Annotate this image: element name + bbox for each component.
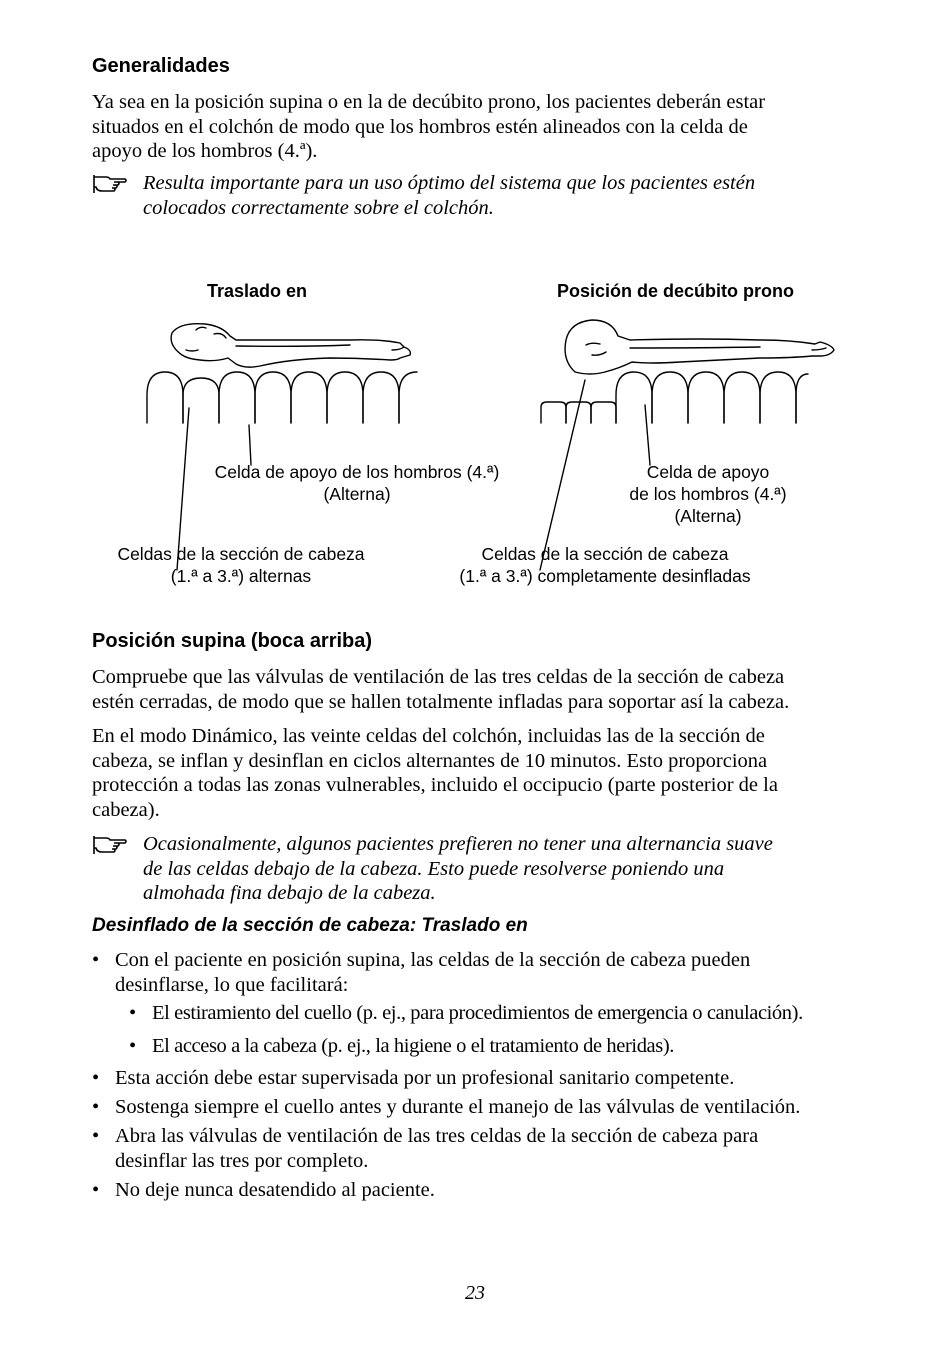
bullet-marker: • [129,1002,136,1024]
figure-title-right: Posición de decúbito prono [557,281,795,301]
bullet-marker: • [92,1096,100,1118]
text-line: desinflar las tres por completo. [115,1149,369,1172]
list-item [129,1034,872,1059]
text-line: estén cerradas, de modo que se hallen totalmente infladas para soportar así la cabeza. [92,690,790,713]
leader-line-right-head [540,380,585,570]
label-right-head-cells [430,543,780,587]
list-item [92,1066,872,1091]
bullet-marker: • [92,1178,100,1201]
list-item [129,1001,872,1026]
list-item [92,1095,872,1120]
bullet-marker: • [129,1034,136,1057]
text-line: Ocasionalmente, algunos pacientes prefieren no tener una alternancia suave [143,833,773,855]
prone-patient-drawing [565,320,834,374]
text-line: Con el paciente en posición supina, las celdas de la sección de cabeza pueden [115,949,751,971]
bullet-marker: • [92,949,100,971]
text-line: Abra las válvulas de ventilación de las tres celdas de la sección de cabeza para [115,1125,759,1147]
text-line: desinflarse, lo que facilitará: [115,973,349,996]
text-line: (Alterna) [674,506,742,526]
text-line: Celda de apoyo [646,462,770,482]
list-item [92,948,872,1058]
bullet-marker: • [92,1125,100,1147]
text-line: Resulta importante para un uso óptimo del sistema que los pacientes estén [143,172,756,194]
text-line: Celdas de la sección de cabeza [481,544,729,564]
paragraph-valvulas [92,665,862,714]
label-left-head-cells [95,543,387,587]
text-line: El estiramiento del cuello (p. ej., para procedimientos de emergencia o canulación). [152,1002,803,1024]
page-number: 23 [465,1282,485,1304]
text-line: Celda de apoyo de los hombros (4.ª) [214,462,500,482]
bullet-marker: • [92,1067,100,1089]
text-line: En el modo Dinámico, las veinte celdas del colchón, incluidas las de la sección de [92,725,765,747]
figure-title-left: Traslado en [207,281,308,301]
supine-patient-drawing [171,324,410,367]
heading-desinflado: Desinflado de la sección de cabeza: Traslado en [92,915,528,936]
list-item [92,1124,872,1173]
text-line: Compruebe que las válvulas de ventilación de las tres celdas de la sección de cabeza [92,666,785,688]
text-line: No deje nunca desatendido al paciente. [115,1178,435,1201]
label-right-shoulder-cell [610,461,806,527]
text-line: cabeza). [92,798,160,821]
text-line: colocados correctamente sobre el colchón. [143,196,494,219]
text-line: de las celdas debajo de la cabeza. Esto puede resolverse poniendo una [143,857,725,880]
text-line: de los hombros (4.ª) [629,484,787,504]
text-line: El acceso a la cabeza (p. ej., la higiene o el tratamiento de heridas). [152,1034,674,1057]
mattress-illustration [0,0,950,620]
text-line: (1.ª a 3.ª) alternas [170,566,312,586]
text-line: Esta acción debe estar supervisada por un profesional sanitario competente. [115,1067,735,1089]
text-line: apoyo de los hombros (4.ª). [92,140,318,162]
paragraph-modo-dinamico [92,724,862,822]
text-line: (Alterna) [323,484,391,504]
text-line: Celdas de la sección de cabeza [117,544,365,564]
bullet-list-desinflado [92,948,872,1207]
text-line: protección a todas las zonas vulnerables, incluido el occipucio (parte posterior de la [92,774,778,796]
text-line: almohada fina debajo de la cabeza. [143,882,436,904]
list-item [92,1178,872,1203]
leader-line-right-shoulder [645,405,650,465]
text-line: Sostenga siempre el cuello antes y durante el manejo de las válvulas de ventilación. [115,1096,801,1118]
label-left-shoulder-cell [190,461,524,505]
left-mattress-cells [147,372,417,423]
text-line: situados en el colchón de modo que los hombros estén alineados con la celda de [92,115,748,138]
text-line: (1.ª a 3.ª) completamente desinfladas [459,566,751,586]
note-almohada [92,832,862,906]
text-line: Ya sea en la posición supina o en la de decúbito prono, los pacientes deberán estar [92,91,766,113]
heading-generalidades: Generalidades [92,55,230,77]
leader-line-left-shoulder [249,425,251,465]
heading-posicion-supina: Posición supina (boca arriba) [92,630,373,652]
text-line: cabeza, se inflan y desinflan en ciclos alternantes de 10 minutos. Esto proporciona [92,749,768,772]
sub-bullet-list [115,1001,872,1058]
pointing-hand-icon [92,832,128,858]
